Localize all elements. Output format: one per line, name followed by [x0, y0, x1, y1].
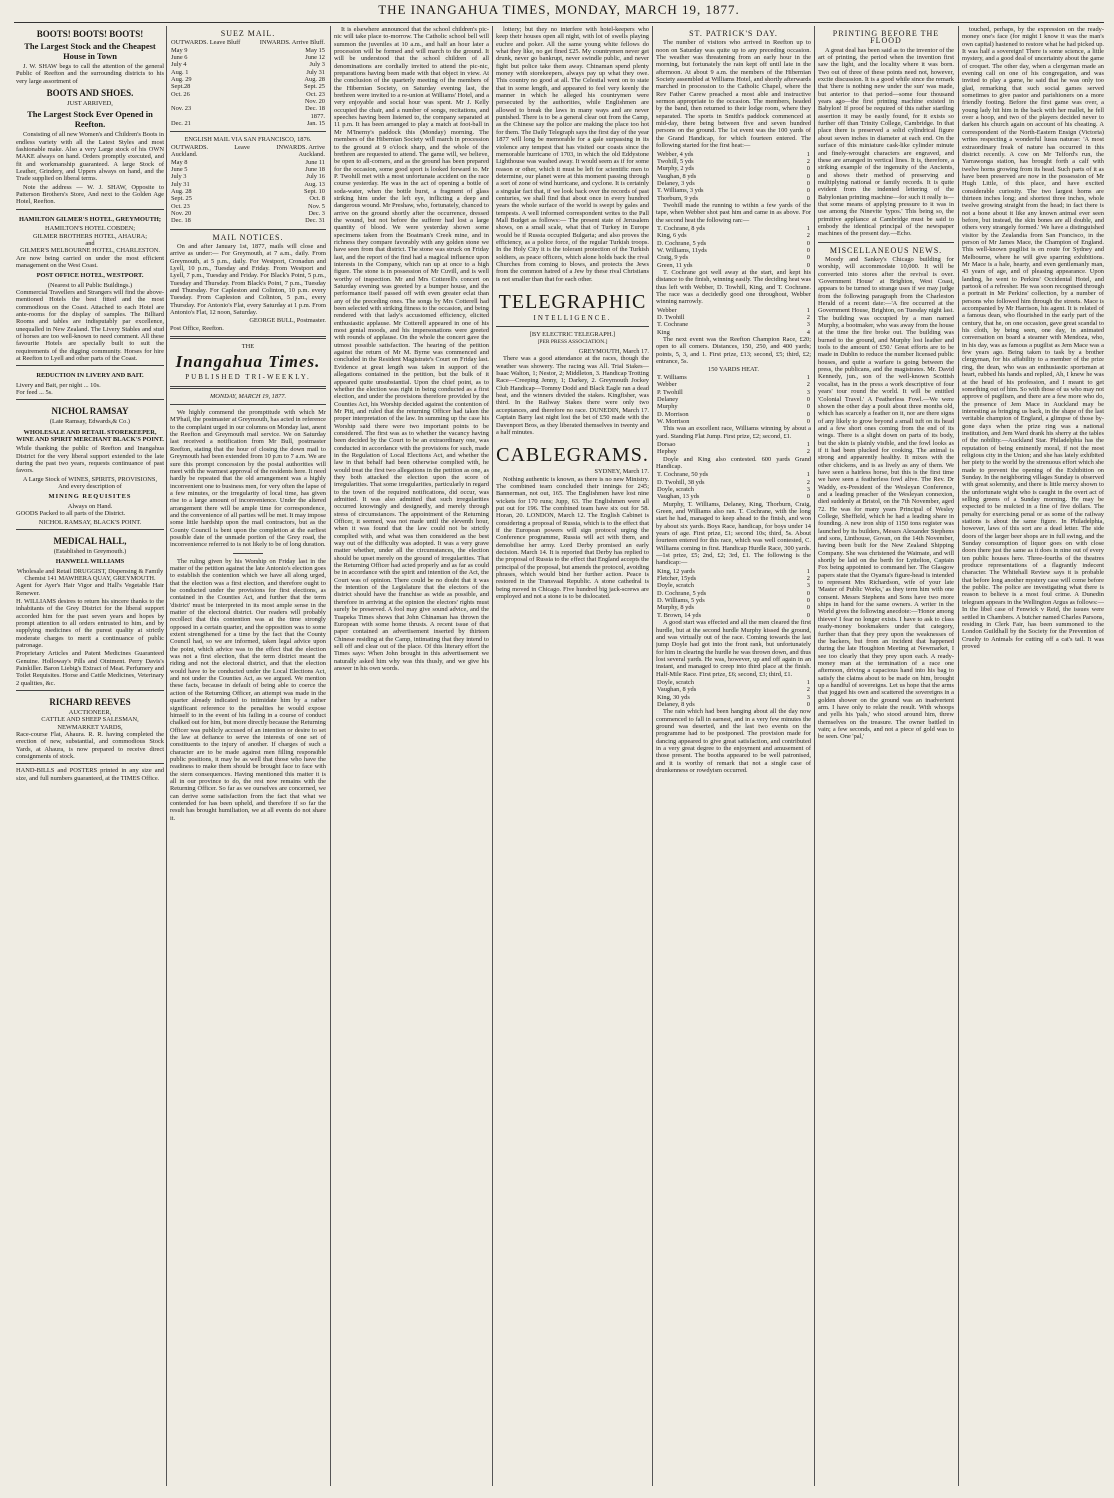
row-value: Jan. 15: [306, 120, 325, 128]
results-table: [656, 568, 811, 619]
row-value: Dec. 18: [305, 105, 325, 113]
handbills-text: HAND-BILLS and POSTERS printed in any size and size, and full numbers guaranteed, at the TIMES Office.: [16, 767, 164, 782]
table-row: [170, 54, 326, 61]
hotel-line: and: [85, 239, 95, 247]
table-header: OUTWARDS. Leave Bluff: [171, 39, 241, 47]
livery-line: Livery and Bait, per night ... 10s.: [16, 381, 101, 389]
row-label: Twohill, 5 yds: [657, 157, 694, 165]
table-row: [656, 418, 811, 425]
row-value: Dec. 31: [305, 217, 325, 225]
table-row: [656, 686, 811, 693]
row-label: May 8: [171, 158, 188, 166]
row-label: Thorburn, 9 yds: [657, 194, 699, 202]
stpatrick-text: Doyle and King also contested. 600 yards Grand Handicap.: [656, 455, 811, 470]
results-table: [656, 307, 811, 336]
row-label: Murphy, 8 yds: [657, 604, 695, 612]
hotel-body: Are now being carried on under the most efficient management on the West Coast.: [16, 254, 164, 269]
table-row: [656, 694, 811, 701]
table-row: [656, 701, 811, 708]
boots-title: The Largest Stock and the Cheapest House in Town: [24, 41, 156, 61]
table-row: [656, 612, 811, 619]
ramsay-hand: Always on Hand.: [67, 502, 113, 510]
ramsay-sig: NICHOL RAMSAY, BLACK'S POINT.: [38, 518, 142, 526]
table-row: [656, 158, 811, 165]
table-row: [656, 247, 811, 254]
row-value: 3: [806, 485, 810, 493]
table-row: [170, 217, 326, 224]
hotel-line: HAMILTON'S HOTEL COBDEN;: [44, 225, 136, 233]
mail-notices-sig: GEORGE BULL, Postmaster.: [249, 317, 326, 325]
local-news-text: It is elsewhere announced that the school children's pic-nic will take place to-morrow. The Catholic school bell will summon the juveniles at 10 a.m., and half an hour later a procession will be formed and will march to the ground. It will be understood that the school children of all denominations are cordially invited to attend the pic-nic, preparations having been made with that object in view. At the conclusion of the quarterly meeting of the members of the Hibernian Society, on Saturday evening last, the brethren were invited to a re-union at Williams' Hotel, and a very enjoyable and social hour was spent. Mr J. Kelly occupied the chair, and a number of songs, recitations, and speeches having been listened to, the company separated at 11 p.m. It has been arranged to play a match at foot-ball in Mr M'Inerny's paddock this (Monday) morning. The members of the Hibernian Society will march in procession to the ground at 9 o'clock sharp, and the whole of the brethren are requested to attend. The game will, we believe, be open to all-comers, and as the ground has been prepared for the occasion, some good sport is looked forward to. Mr P. Twohill met with a most unfortunate accident on the race course yesterday. He was in the act of opening a bottle of soda-water, when the bottle burst, a fragment of glass striking him under the left eye, inflicting a deep and dangerous wound. Mr Preshaw, who, fortunately, chanced to arrive on the ground shortly after the occurrence, dressed the wound, but not before the sufferer had lost a large quantity of blood. We were yesterday shown some specimens taken from the Boatman's Creek mine, and in richness they compare favorably with any golden stone we have seen from that district. The stone was struck on Friday last, and the report of the find had a magical influence upon interests in the Company, which ran up at once to a high figure. The stone is in possession of Mr Cuvill, and is well worthy of inspection. Mr and Mrs Cotterell's concert on Saturday evening was greeted by a bumper house, and the performance itself passed off with even greater eclat than any of the preceding ones. The songs by Mrs Cotterell had been selected with striking fitness to the occasion, and being rendered with that lady's accustomed efficiency, elicited enthusiastic applause. Mr Cotterell appeared in one of his most genial moods, and his impersonations were greeted with rounds of applause. On the whole the concert gave the utmost possible satisfaction. The hearing of the petition against the return of Mr M. Byrne was commenced and concluded in the Resident Magistrate's Court on Friday last. Evidence at great length was taken in support of the allegations contained in the petition, but the bulk of it appeared quite unsubstantial. Upon the chief point, as to whether the election was right in being conducted as a first election, and under the provisions therefore provided by the Counties Act, his Worship decided against the contention of Mr Pitt, and ruled that the returning Officer had taken the proper interpretation of the law. In summing up the case his Worship said there were two important points to be considered. The first was as to whether the vacancy having been decided by the Court to be an extraordinary one, was conducted in accordance with the provisions for such, made in the Regulation of Local Elections Act, and whether the law in that behalf had been otherwise complied with, he would treat the first two allegations in the petition as one, as they both attacked the election upon the score of irregularities. That some irregularities, particularly in regard to the town of the required notifications, did occur, was admitted. It was also admitted that such irregularities occurred knowingly and designedly, and merely through stress of circumstances. The appointment of the Returning Officer, it seemed, was not made until the eleventh hour, when it was found that the law could not be strictly complied with, and what was then considered as the best way out of the difficulty was adopted. It was a very grave matter whether, under all the circumstances, the election should be upset merely on the ground of irregularities. That the Returning Officer had acted properly and as far as could be in accordance with the spirit and intention of the Act, the Court was of opinion. There could be no doubt that it was the intention of the Legislature that the electors of the district should have the franchise as wide as possible, and therefore in arriving at the opinion the electors' rights must surely be preserved. A fool may give sound advice, and the Tuapeka Times shows that John Chinaman has thrown the European with some home thrusts. A recent issue of that paper contained an advertisement inserted by thirteen Chinese residing at the Camp, intimating that they intend to sell off and clear out of the place. Of this literary effort the Times says: When John brought in this advertisement we naturally asked him why was this thusly, and we give his answer in his own words.: [334, 26, 489, 672]
column-misc-news: [818, 26, 954, 1488]
table-row: [656, 307, 811, 314]
row-label: W. Williams, 11yds: [657, 246, 707, 254]
misc-title: MISCELLANEOUS NEWS.: [829, 245, 943, 255]
row-label: Aug. 29: [171, 76, 192, 84]
row-value: 1: [806, 567, 810, 575]
row-value: 0: [806, 165, 810, 173]
row-label: D. Williams, 5 yds: [657, 597, 705, 605]
row-value: 0: [806, 194, 810, 202]
row-label: July 4: [171, 61, 187, 69]
table-row: [170, 98, 326, 105]
row-label: Vaughan, 8 yds: [657, 172, 697, 180]
paper-published: PUBLISHED TRI-WEEKLY.: [185, 373, 311, 382]
table-row: [170, 83, 326, 90]
telegraphic-place: GREYMOUTH, March 17.: [578, 348, 649, 356]
medical-body: H. WILLIAMS desires to return his sincere thanks to the inhabitants of the Grey District for the liberal support accorded him for the past seven years and hopes by prompt attention to all orders entrusted to him, and by supplying medicines of the purest quality at strictly moderate charges to merit a continuance of public patronage.: [16, 597, 164, 649]
table-row: [170, 181, 326, 188]
table-row: [656, 590, 811, 597]
table-row: [656, 329, 811, 336]
stpatrick-text: Murphy, T. Williams, Delaney, King, Thorburn, Craig, Green, and Williams also ran. T. Cochrane, with the long start he had, managed to keep ahead to the finish, and won by about six yards. Boys Race, handicap, for boys under 14 years of age. First prize, £1; second 10s; third, 5s. About fourteen entered for this race, which was well contested, C. Williams coming in first. Handicap Hurdle Race, 300 yards.—1st prize, £5; 2nd, £2; 3rd, £1. The following is the handicap:—: [656, 500, 811, 567]
suez-mail-title: SUEZ MAIL.: [220, 29, 276, 38]
column-rule: [166, 26, 167, 1486]
column-rule: [492, 26, 493, 1486]
hotel-line: GILMER BROTHERS HOTEL, AHAURA;: [33, 232, 147, 240]
reeves-line: CATTLE AND SHEEP SALESMAN,: [41, 716, 139, 724]
boots-heading: BOOTS! BOOTS! BOOTS!: [36, 29, 144, 39]
row-label: Sept.28: [171, 83, 191, 91]
row-value: July 3: [309, 61, 325, 69]
column-rule: [814, 26, 815, 1486]
row-value: Dec. 3: [308, 209, 325, 217]
row-label: May 9: [171, 46, 188, 54]
article-text: lottery; but they no interfere with hotel-keepers who keep their houses open all night, with lot of swells playing euchre and poker. All the same young white fellows do what they like, no get fined £25. My countrymen never get drunk, never go bankrupt, never swindle public, and never fight but police take them away. Chinaman spend plenty money with storekeepers, always pay up what they owe. This country no good at all. The Celestial went on to state that in some length, and appeared to feel very keenly the manner in which he alleged his countrymen were persecuted by the authorities, while Englishmen are allowed to break the laws in many ways and are never punished. There is to be a general clear out from the Camp, as the Chinese say the police are making the place too hot for them. The Daily Telegraph says the first day of the year 1877 will long be memorable for a gale surpassing in its violence any tempest that has visited our coasts since the memorable hurricane of 1703, in which the old Eddystone Lighthouse was washed away. It would seem as if for some reason or other, which it must be left for scientific men to determine, our planet were at this moment passing through a sort of zone of wind hurricane, and cyclone. It is certainly a singular fact that, if we look back over the records of past centuries, we shall find that about once in every hundred years the whole surface of the world is swept by gales and tempests. A well informed correspondent writes to the Pall Mall Budget as follows:— The present state of Jerusalem shows, on a small scale, what that of Turkey in Europe would be if Russia occupied Bulgaria; and also proves the efficiency, as a police force, of the regular Turkish troops. In the Holy City it is the tolerant protection of the Turkish soldiers, as peace officers, which alone holds back the rival Churches from coming to blows, and protects the Jews from the common hatred of a Jew by these rival Christians is not smaller than that for each other.: [496, 26, 649, 283]
row-label: Doyle, scratch: [657, 582, 694, 590]
column-rule: [652, 26, 653, 1486]
ramsay-trade: WHOLESALE AND RETAIL STOREKEEPER, WINE AND SPIRIT MERCHANT BLACK'S POINT.: [16, 428, 164, 444]
row-label: D. Morrison: [657, 410, 689, 418]
ramsay-sub: (Late Ramsay, Edwards,& Co.): [49, 418, 131, 426]
table-row: [656, 486, 811, 493]
table-header: INWARDS. Arrive Auckland.: [276, 143, 325, 159]
row-value: 2: [806, 314, 810, 322]
row-label: Murphy, 2 yds: [657, 165, 695, 173]
boots-title2: The Largest Stock Ever Opened in Reefton.: [27, 109, 153, 129]
ramsay-mining: MINING REQUISITES: [48, 493, 132, 501]
ramsay-body: While thanking the public of Reefton and Inangahua District for the very liberal support extended to the late during the past two years, requests continuance of past favors.: [16, 445, 164, 475]
row-value: 1: [806, 471, 810, 479]
livery-line: For feed ... 5s.: [16, 389, 53, 397]
row-value: 4: [806, 328, 810, 336]
telegraphic-text: There was a good attendance at the races, though the weather was showery. The racing was All. Trial Stakes—Isaac Walton, 1; Nestor, 2; Middleton, 3. Handicap Trotting Race—Creeping Jenny, 1; Darkey, 2. Greymouth Jockey Club Handicap—Tommy Dodd and Black Eagle ran a dead heat, and the winners divided the stakes. Kingfisher, was third. In the Railway Stakes there were only two acceptances, and therefore no race. DUNEDIN, March 17. Captain Barry last night lost the bet of £50 made with the Davenport Bros, as they liberated themselves in twenty and a half minutes.: [496, 355, 649, 436]
cablegrams-text: Nothing authentic is known, as there is no new Ministry. The combined team concluded their innings for 245; Bannerman, not out, 165. The Englishmen have lost nine wickets for 170 runs; Jupp, 63. The Englishmen were all put out for 196. The combined team have six out for 58. Horan, 20. LONDON, March 12. The English Cabinet is considering a proposal of Russia, which is to the effect that if the European powers will sign protocol urging the Conference programme, Russia will act with them, and demobilise her army. Lord Derby promised an early decision. March 14. It is reported that Derby has replied to the proposal of Russia to the effect that England accepts the principal of the proposal, but amends the protocol, avoiding phrases, which would bind her further action. Peace is restored in the Transvaal Republic. A stone cathedral is being moved in Chicago. Five hundred big jack-screws are employed and not a stone is to be dislocated.: [496, 475, 649, 601]
row-value: 2: [806, 381, 810, 389]
table-row: [170, 105, 326, 112]
hotels-ad: [16, 209, 164, 363]
medical-title: MEDICAL HALL,: [53, 535, 127, 546]
row-value: 1: [806, 224, 810, 232]
row-label: Aug. 28: [171, 187, 192, 195]
cablegrams-place: SYDNEY, March 17.: [594, 468, 649, 476]
row-value: Sept. 10: [304, 187, 325, 195]
row-value: 1: [806, 150, 810, 158]
row-label: Sept. 25: [171, 195, 192, 203]
table-row: [656, 597, 811, 604]
hotel-line: HAMILTON GILMER'S HOTEL, GREYMOUTH;: [18, 215, 162, 223]
row-value: 0: [806, 604, 810, 612]
mail-notices-body: On and after January 1st, 1877, mails will close and arrive as under:— For Greymouth, at 7 a.m., daily. From Greymouth, at 5 p.m., daily. For Westport, Cronadun and Lyell, 10 p.m., Tuesday and Friday. From Westport and Lyell, 7 p.m., Tuesday and Friday. For Black's Point, 5 p.m., Tuesday and Thursday. From Black's Point, 7 p.m., Tuesday and Thursday. For Capleston and Colinton, 10 p.m. every Tuesday. From Capleston and Colinton, 5 p.m., every Thursday. For Antonio's Flat, every Saturday at 1 p.m. From Antonio's Flat, 12 noon, Saturday.: [170, 242, 326, 317]
row-label: Webber, 4 yds: [657, 150, 694, 158]
stpatrick-text: Twohill made the running to within a few yards of the tape, when Webber shot past him and came in as above. For the second heat the following ran:—: [656, 201, 811, 224]
column-continued-news: [962, 26, 1104, 1488]
table-row: [656, 582, 811, 589]
results-table: [656, 151, 811, 202]
table-row: [656, 441, 811, 448]
table-row: [170, 61, 326, 68]
table-row: [656, 240, 811, 247]
table-row: [170, 166, 326, 173]
stpatrick-text: A good start was effected and all the men cleared the first hurdle, but at the second hurdle Murphy kissed the ground, and was virtually out of the race. Coming towards the last jump Doyle had got into the front rank, but unfortunately for him in clearing the hurdle he was thrown down, and thus lost several yards. He was, however, up and off again in an instant, and managed to creep into third place at the finish. Half-Mile Race. First prize, £6; second, £3; third, £1.: [656, 619, 811, 678]
row-value: Aug. 28: [304, 76, 325, 84]
row-value: 0: [806, 261, 810, 269]
boots-body: J. W. SHAW begs to call the attention of the general Public of Reefton and the surrounding districts to his very large assortment of: [16, 63, 164, 85]
row-value: 1: [806, 306, 810, 314]
row-value: May 15: [305, 46, 325, 54]
continued-text: touched, perhaps, by the expression on the ready-money one's face (for might I know it was the man's own capital) hastened to restore what he had picked up. It was half a sovereign! There is some science, a little mystery, and a good deal of uncertainty about the game of croquet. The other day, when a clergyman made an evening call on one of his congregation, and was invited to play a game, he said that he was only too glad, remarking that such social games served sometimes to give pastor and parishioners on a more friendly footing. Before the first game was over, a young lady hit him in the back with her mallet, he fell over a hoop, and two of the players decided never to darken his church again on account of his cheating. A correspondent of the North-Eastern Ensign (Victoria) writes respecting a wonderful lusus naturae: 'A most extraordinary freak of nature has occurred in this district recently. A cow on Mr Telford's run, the Yarrawonga station, has brought forth a calf with twelve horns growing from its head. Such parts of it as have been preserved are now in the possession of Mr Hugh Little, of this place, and have excited considerable curiosity. The two largest horns are thirteen inches long; and shortest three inches, whole twelve growing straight from the head; in fact there is not a bone about it like any known animal ever seen before, but instead, the skin bones are all double, and others very strangely formed.' We have a distinguished visitor by the Zealandia from San Francisco, in the person of Mr James Mace, the Champion of England. This well-known pugilist is en route for Sydney and Melbourne, where he will give sparring exhibitions. Mr Mace is a hale, hearty, and even gentlemanly man, 43 years of age, and of pleasing appearance. Upon landing, he went to Perkins' Occidental Hotel, and partook of a refresher. He was soon recognised through a portrait in Mr Perkins' collection, by a number of persons who followed him through the streets. Mace is accompanied by Mr Harrison, his agent. It is related of a famous dean, who flourished in the early part of the century, that he, on one occasion, gave great scandal to his cloth, by being seen, one day, in animated conversation on board a steamer with Mendoza, who, in his day, was as famous a pugilist as Jem Mace was a few years ago. Being taken to task by a brother clergyman, for his affability to a member of the prize ring, the dean, who was an enthusiastic sportsman at heart, rubbed his hands and replied, Ah, I knew he was at the head of his profession, and I meant to get something out of him. So with those of us who may not approve of pugilism, and there are a few more who do, the presence of Jem Mace in Auckland may be interesting as bringing us back, in the shape of the last veritable champion of England, a glimpse of those by-gone days when the prize ring was a national institution, and Jem Ward drank his sherry at the tables of the nobility.—Auckland Star. Philadelphia has the reputation of being eminently moral, if not the most religious city in the Union; and she has lately exhibited her piety to the world by the strenuous effort which she made to prevent the opening of the Exhibition on Sunday. In the neighboring villages Sunday is observed with great solemnity, and there is little mercy shown to the unfortunate wight who is caught in the overt act of selling greens of a Sunday morning. He may be expected to be mulcted in a fine of five dollars. The penalty for exercising penal or as some of the railway stations is about the same figure. In Philadelphia, however, laws of this sort are a dead letter. The side doors of the larger beer shops are in full swing, and the Sunday consumption of liquor goes on with close doors there just the same as it does in nine out of every ten public houses here. Three-fourths of the theatres produce representations of a flagrantly indecent character. The Whitehall Review says it is probable that before long another mystery case will come before the public. The police are investigating what there is reason to believe is a most foul crime. A Dunedin telegram appears in the Wellington Argus as follows:—In the libel case of Fenwick v Reid, the issues were settled in Chambers. A butcher named Charles Parsons, residing in Clerk Fair, has been summoned to the London Guildhall by the Society for the Prevention of Cruelty to Animals for cutting off a cat's tail. It was proved: [962, 26, 1104, 650]
table-row: [656, 471, 811, 478]
row-label: Vaughan, 8 yds: [657, 686, 697, 694]
printing-title: PRINTING BEFORE THE FLOOD: [832, 29, 940, 46]
row-label: Aug. 1: [171, 68, 189, 76]
boots-body2: Consisting of all new Women's and Children's Boots in endless variety with all the Latest Styles and most fashionable make. Also a very Large stock of his OWN MAKE always on hand. Orders promptly executed, and fit and workmanship guaranteed. A large Stock of Leather, Grindery, and Uppers always on hand, and the Trade supplied on liberal terms.: [16, 131, 164, 183]
boots-address: Note the address — W. J. SHAW, Opposite to Patterson Brothers's Store, And next to the Golden Age Hotel, Reefton.: [16, 183, 164, 206]
row-value: 0: [806, 597, 810, 605]
row-label: Murphy: [657, 403, 678, 411]
telegraphic-sub: INTELLIGENCE.: [533, 314, 612, 323]
medical-hall-ad: [16, 529, 164, 687]
telegraphic-assoc: [PER PRESS ASSOCIATION.]: [537, 338, 608, 345]
row-value: 0: [806, 187, 810, 195]
reeves-line: NEWMARKET YARDS,: [57, 723, 123, 731]
stpatrick-text: The rain which had been hanging about all the day now commenced to fall in earnest, and in a very few minutes the ground was deserted, and the last two events on the programme had to be postponed. The provision made for dancing appeared to give great satisfaction, and contributed in a very great degree to the enjoyment and amusement of those present. The booths appeared to be well patronised, and it is worthy of remark that not a single case of drunkenness or rowdyism occurred.: [656, 708, 811, 775]
row-value: 0: [806, 700, 810, 708]
table-row: [656, 679, 811, 686]
row-value: 0: [806, 493, 810, 501]
ramsay-every: And every description of: [58, 483, 122, 491]
handbills-ad: [16, 763, 164, 782]
row-value: 3: [806, 388, 810, 396]
row-value: 1: [806, 678, 810, 686]
row-value: Oct. 23: [306, 90, 325, 98]
table-row: [656, 195, 811, 202]
sf-mail-table: [170, 144, 326, 225]
table-row: [656, 321, 811, 328]
reeves-ad: [16, 690, 164, 760]
boots-goods: BOOTS AND SHOES.: [46, 88, 134, 99]
row-label: June 5: [171, 165, 188, 173]
row-label: July 3: [171, 173, 187, 181]
row-value: 1: [806, 373, 810, 381]
paper-dateline: MONDAY, MARCH 19, 1877.: [209, 392, 287, 400]
table-row: [170, 173, 326, 180]
row-value: 2: [806, 232, 810, 240]
mail-notices-title: MAIL NOTICES.: [212, 232, 284, 242]
row-label: Oct. 26: [171, 90, 190, 98]
row-label: W. Morrison: [657, 417, 690, 425]
ramsay-stock: A Large Stock of WINES, SPIRITS, PROVISIONS,: [22, 475, 158, 483]
row-label: [170, 113, 250, 120]
row-label: Dec. 21: [171, 120, 191, 128]
row-value: 0: [806, 246, 810, 254]
column-telegraph: [496, 26, 649, 1488]
table-row: [656, 411, 811, 418]
table-row: [656, 396, 811, 403]
row-label: Webber: [657, 381, 677, 389]
reeves-title: RICHARD REEVES: [49, 697, 131, 708]
hotel-line: POST OFFICE HOTEL, WESTPORT.: [36, 272, 144, 280]
table-row: [656, 374, 811, 381]
row-label: D. Cochrane, 5 yds: [657, 239, 707, 247]
row-label: D. Twohill, 38 yds: [657, 478, 705, 486]
table-row: [170, 203, 326, 210]
table-row: [170, 195, 326, 202]
paper-the: THE: [241, 343, 255, 351]
reeves-body: Race-course Flat, Ahaura. R. R. having completed the erection of new, substantial, and commodious Stock Yards, at Ahaura, is now prepared to receive direct consignments of stock.: [16, 731, 164, 761]
table-row: [656, 448, 811, 455]
editorial-paragraph: We highly commend the promptitude with which Mr M'Phail, the postmaster at Greymouth, has acted in reference to the complaint urged in our columns on Monday last, anent the Reefton and Greymouth mail service. We on Saturday last received a notification from Mr Bull, postmaster Reefton, stating that the hour of closing the down mail to Greymouth had been extended from 10 p.m to 7 a.m. We are sure this prompt concession by the postal authorities will meet with the warmest approval of the residents here. It need hardly be repeated that the old arrangement was a highly inconvenient one to business men, for very often the lapse of a few minutes, or the irregularity of local time, has given rise to a large amount of inconvenience. Under the altered arrangement there will be ample time for correspondence, and the convenience of all parties will be met. It may impose some little hardship upon the mail contractors, but as the County Council is bent upon the completion at the earliest possible date of the unmade portion of the Grey road, the inconvenience referred to is not likely to be of long duration.: [170, 409, 326, 549]
misc-text: Moody and Sankey's Chicago building for worship, will accommodate 10,000. It will be converted into stores after the revival is over. 'Government House' at Brighton, West Coast, appears to be turned to strange uses if we may judge from the following paragraph from the Charleston Herald of a recent date:—'A fire occurred at the Government House, Brighton, on Tuesday night last. The building was occupied by a man named Murphy, a bootmaker, who was away from the house at the time the fire broke out. The building was burned to the ground, and Murphy lost leather and tools to the amount of £50.' Great efforts are to be made in Dublin to reduce the number licensed public houses, and quite a warfare is going between the press, the publicans, and the magistrates. Mr. David Kennedy, jun., son of the well-known Scottish vocalist, has in the press a work descriptive of four years' tour round the world. It will be entitled 'Colonial Travel.' A Featherless Fowl.—We were shown the other day a pouli about three months old, which has scarcely a feather on it, nor are there signs of any likely to grow beyond a small tuft on its head and a few short ones coming from the end of its wings. There is a slight down on parts of its body, but the skin is plainly visible, and the fowl looks as if it had been plucked for cooking. The animal is strong and apparently healthy. It mixes with the other chickens, and is as lively as any of them. We have seen a hairless horse, but this is the first time we have seen a featherless fowl alive. The Rev. Dr Waddy, ex-President of the Wesleyan Conference, and a leading preacher of the Wesleyan connexion, died suddenly at Bristol, on the 7th November, aged 72. He was for many years Principal of Wesley College, Sheffield, which he had a leading share in founding. A new iron ship of 1150 tons register was launched by its builders, Messrs Alexander Stephens and sons, Linthouse, Govan, on the 14th November, having been built for the New Zealand Shipping Company. She was christened the Waimate, and will shortly be laid on the berth for Lyttelton, Captain Fox being appointed to command her. The Glasgow papers state that the Oyama's figure-head is intended to represent Mrs Richardson, wife of your late 'Master of Public Works,' as they term him with one consent. Messrs Stephens and Sons have two more ships in hand for the same owners. A writer in the World gives the following anecdote:—'Honor among thieves' I fear no longer exists. I have to ask to class ready-money bookmakers under that category, further than that they prey upon the weaknesses of the backers, but from an incident that happened during the late Houghton Meeting at Newmarket, I see too clearly that they prey upon each. A ready-money man at the termination of a race one afternoon, driving a capacious hand into his bag to satisfy the claims about to be made on him, brought up a handful of sovereigns. Let us hope that the arms that jogged his own and scattered the sovereigns in a golden shower on the ground was an inadvertent arm. I have only to relate the result. With whoops and yells his 'pals,' who stood around him, threw themselves on the treasure. The owner battled in vain; a few seconds, and not a piece of gold was to be seen. One 'pal,': [818, 255, 954, 741]
table-row: [170, 188, 326, 195]
row-value: June 12: [305, 54, 325, 62]
table-row: [656, 314, 811, 321]
row-value: 3: [806, 321, 810, 329]
row-label: Doyle, scratch: [657, 678, 694, 686]
row-label: King: [657, 328, 670, 336]
table-row: [656, 165, 811, 172]
row-value: Oct. 8: [309, 195, 325, 203]
table-row: [656, 225, 811, 232]
row-label: King, 6 yds: [657, 232, 687, 240]
row-label: Craig, 9 yds: [657, 254, 689, 262]
ramsay-goods: GOODS Packed to all parts of the District.: [16, 510, 126, 518]
row-value: 0: [806, 172, 810, 180]
table-row: [656, 232, 811, 239]
row-value: June 18: [305, 165, 325, 173]
row-value: Aug. 13: [304, 180, 325, 188]
table-row: [656, 493, 811, 500]
table-header: INWARDS. Arrive Bluff.: [259, 39, 325, 47]
results-table: [656, 679, 811, 708]
table-row: [170, 159, 326, 166]
row-label: King, 12 yards: [657, 567, 695, 575]
table-row: [656, 575, 811, 582]
table-row: [170, 76, 326, 83]
results-table: [656, 471, 811, 500]
column-advertisements: [16, 26, 164, 1488]
table-row: [656, 389, 811, 396]
row-value: 2: [806, 478, 810, 486]
telegraphic-by: [BY ELECTRIC TELEGRAPH.]: [529, 331, 616, 339]
table-row: [656, 180, 811, 187]
row-label: Dorsao: [657, 440, 676, 448]
row-label: T. Williams, 3 yds: [657, 187, 704, 195]
medical-list: Proprietary Articles and Patent Medicines Guaranteed Genuine. Holloway's Pills and Ointment. Perry Davis's Painkiller. Baron Liebig's Extract of Meat. Perfumery and Toilet Requisites. Horse and Cattle Medicines, Veterinary 2 qualities, &c.: [16, 650, 164, 687]
row-label: Dec. 18: [171, 217, 191, 225]
row-label: Fletcher, 15yds: [657, 575, 697, 583]
livery-title: REDUCTION IN LIVERY AND BAIT.: [36, 372, 144, 380]
row-label: Nov. 20: [171, 209, 192, 217]
table-row: [656, 479, 811, 486]
row-value: June 11: [305, 158, 325, 166]
row-label: [170, 98, 250, 105]
row-label: June 6: [171, 54, 188, 62]
row-label: Green, 11 yds: [657, 261, 693, 269]
row-label: T. Cochrane, 8 yds: [657, 224, 705, 232]
medical-est: (Established in Greymouth.): [53, 547, 127, 555]
row-value: 1877.: [310, 112, 325, 120]
table-row: [170, 120, 326, 127]
row-value: 0: [806, 417, 810, 425]
row-label: T. Williams: [657, 373, 687, 381]
medical-name: HANWELL WILLIAMS: [55, 558, 125, 566]
column-rule: [330, 26, 331, 1486]
hotel-line: (Nearest to all Public Buildings.): [47, 281, 133, 289]
row-value: 0: [806, 254, 810, 262]
table-row: [170, 210, 326, 217]
row-value: 0: [806, 589, 810, 597]
table-header: OUTWARDS. Leave Auckland.: [171, 143, 250, 159]
row-label: D. Twohill: [657, 314, 685, 322]
row-value: July 16: [306, 173, 325, 181]
row-value: 1: [806, 440, 810, 448]
sf-mail-title: ENGLISH MAIL VIA SAN FRANCISCO, 1876.: [184, 136, 312, 144]
mail-notices-office: Post Office, Reefton.: [170, 324, 224, 332]
row-value: Nov. 5: [308, 202, 325, 210]
row-value: 0: [806, 395, 810, 403]
row-label: Oct. 23: [171, 202, 190, 210]
row-label: King, 30 yds: [657, 693, 690, 701]
row-label: T. Cochrane, 50 yds: [657, 471, 709, 479]
table-row: [170, 91, 326, 98]
row-value: 0: [806, 179, 810, 187]
row-label: Hephey: [657, 448, 677, 456]
row-label: P. Twohill: [657, 388, 683, 396]
hotel-line: GILMER'S MELBOURNE HOTEL, CHARLESTON.: [19, 247, 161, 255]
table-row: [656, 254, 811, 261]
row-label: T. Cochrane: [657, 321, 689, 329]
livery-ad: [16, 365, 164, 396]
row-label: Webber: [657, 306, 677, 314]
printing-text: A great deal has been said as to the inventor of the art of printing, the period when the invention first saw the light, and the locality where it was born. Two out of three of these points need not, however, excite discussion. It is a good while since the remark that 'there is nothing new under the sun' was made, but anterior to that period—some four thousand years ago—the first printing machine existed in Babylon! If proof be required of this rather startling assertion it may be easily found, for it exists so further off than Trinity College, Cambridge. In that place there is preserved a solid cylindrical figure about seven inches in diameter at each end. On the surface of this miniature cask-like cylinder minute and finely-wrought characters are engraved, and these are arranged in vertical lines. It is, therefore, a striking example of the ingenuity of the Ancients, and shows their method of preserving and multiplying national or family records. It is quite evident from the indented lettering of the Babylonian printing machine—for such it really is—that some means of applying pressure to it was in use among the Ninevite 'typos.' This being so, the primitive appliance at Cambridge must be said to embody the identical principal of the newspaper machines of the present day.—Echo.: [818, 46, 954, 238]
row-label: Vaughan, 13 yds: [657, 493, 700, 501]
row-value: 0: [806, 410, 810, 418]
column-st-patricks-day: [656, 26, 811, 1488]
ramsay-title: NICHOL RAMSAY: [51, 406, 129, 417]
table-row: [656, 381, 811, 388]
table-row: [656, 151, 811, 158]
row-label: Nov. 23: [171, 105, 192, 113]
table-row: [170, 113, 326, 120]
row-label: D. Cochrane, 5 yds: [657, 589, 707, 597]
stpatrick-title: ST. PATRICK'S DAY.: [689, 29, 778, 38]
row-value: 3: [806, 693, 810, 701]
medical-trade: Wholesale and Retail DRUGGIST, Dispensing & Family Chemist 141 MAWHERA QUAY, GREYMOUTH.: [16, 567, 164, 582]
telegraphic-title: TELEGRAPHIC: [498, 291, 647, 314]
medical-agent: Agent for Ayer's Hair Vigor and Hall's Vegetable Hair Renewer.: [16, 582, 164, 597]
table-row: [656, 568, 811, 575]
row-value: 0: [806, 403, 810, 411]
row-value: 2: [806, 448, 810, 456]
column-mails-editorial: [170, 26, 326, 1488]
row-label: Delaney, 3 yds: [657, 179, 695, 187]
row-label: July 31: [171, 180, 190, 188]
table-row: [656, 604, 811, 611]
table-row: [170, 47, 326, 54]
table-row: [656, 173, 811, 180]
cablegrams-title: CABLEGRAMS.: [496, 444, 649, 467]
stpatrick-intro: The number of visitors who arrived in Reefton up to noon on Saturday was quite up to any preceding occasion. The weather was threatening from an early hour in the morning, but fortunately the rain kept off until late in the afternoon. At about 9 a.m. the members of the Hibernian Society assembled at Williams Hotel, and shortly afterwards marched in procession to the Catholic Chapel, where the Rev Father Carew preached a most able and instructive sermon appropriate to the occasion. The members, headed by the band, then returned to their lodge room, where they separated. The sports in Smith's paddock commenced at mid-day, there being between five and seven hundred persons on the ground. The 1st event was the 100 yards of the Grand Handicap, for which fourteen entered. The following started for the first heat:—: [656, 39, 811, 150]
table-row: [656, 262, 811, 269]
row-value: 3: [806, 582, 810, 590]
results-table: [656, 225, 811, 269]
paper-title: Inangahua Times.: [175, 352, 321, 372]
row-value: Sept. 25: [304, 83, 325, 91]
row-value: Nov. 20: [304, 98, 325, 106]
results-table: [656, 441, 811, 456]
column-rule: [958, 26, 959, 1486]
row-value: 2: [806, 157, 810, 165]
row-value: 2: [806, 686, 810, 694]
ramsay-ad: [16, 399, 164, 525]
table-row: [170, 69, 326, 76]
editorial-paragraph: The ruling given by his Worship on Friday last in the matter of the petition against the late Antonio's election goes to establish the contention which we have all along urged, that the election was a first election, and therefore ought to be conducted under the provisions for first elections, as contained in the Counties Act, and further that the term 'district' must be interpreted in its most ample sense in the matter of the electoral district. Our readers will probably recollect that this contention was at the time strongly opposed in a certain quarter, and the opposition was to some extent strengthened for a time by the fact that the County Council had, so we are informed, taken legal advice upon the point, which advice was to the effect that the election was not a first election, that the term district meant the riding and not the electoral district, and that the election would have to be conducted under the Local Elections Act, and not under the Counties Act, as we argued. We mention these facts, because in default of being able to coerce the action of the Returning Officer, an attempt was made in the quarter already indicated to intimidate him by a rather significant reference to the penalties he would expose himself to in the event of his failing in a course of conduct chalked out for him, but more directly because the Returning Officer was publicly accused of an intention or desire to set the law at defiance to serve the interests of one set of constituents to the injury of another. If charges of such a character are to be made against men filling responsible public positions, it may be as well that those who have the readiness to make them should be brought face to face with the stern consequences. Having mentioned this matter it is all in our province to do, the rest now remains with the Returning Officer. So far as we ourselves are concerned, we can derive some satisfaction from the fact that what we contended for has been upheld, and therefore if so far the result has brought humiliation, we at all events do not share it.: [170, 557, 326, 822]
row-value: 0: [806, 611, 810, 619]
hotel-body: Commercial Travellers and Strangers will find the above-mentioned Hotels the best fitted and the most commodious on the Coast. Attached to each Hotel are ante-rooms for the display of samples. The Billiard Rooms and tables are indisputably par excellence, unequalled in New Zealand. The Livery Stables and stud of horses are too well-known to need comment. All these favourite Hotels are specially built to suit the requirements of the digging community. Horses for hire at Reefton to Lyell and other parts of the Coast.: [16, 288, 164, 362]
boots-arrived: JUST ARRIVED,: [67, 100, 113, 108]
row-label: Doyle, scratch: [657, 485, 694, 493]
stpatrick-text: This was an excellent race, Williams winning by about a yard. Standing Flat Jump. First prize, £2; second, £1.: [656, 425, 811, 440]
heat-title: 150 YARDS HEAT.: [708, 366, 759, 374]
suez-mail-table: [170, 39, 326, 127]
row-value: 0: [806, 239, 810, 247]
stpatrick-text: T. Cochrane got well away at the start, and kept his distance to the finish, winning easily. The deciding heat was thus left with Webber, D. Towhill, King, and T. Cochrane. The race was a decidedly good one throughout, Webber winning narrowly.: [656, 269, 811, 306]
row-value: July 31: [306, 68, 325, 76]
reeves-line: AUCTIONEER,: [68, 709, 112, 717]
row-label: Delaney: [657, 395, 679, 403]
table-row: [656, 187, 811, 194]
row-label: Delaney, 8 yds: [657, 700, 695, 708]
column-local-news: [334, 26, 489, 1488]
row-label: T. Brown, 14 yds: [657, 611, 702, 619]
masthead: THE INANGAHUA TIMES, MONDAY, MARCH 19, 1877.: [14, 2, 1104, 23]
results-table: [656, 374, 811, 425]
row-value: 2: [806, 575, 810, 583]
table-row: [656, 403, 811, 410]
stpatrick-text: The next event was the Reefton Champion Race, £20; open to all comers. Distances, 150, 250, and 400 yards; points, 5, 3, and 1. First prize, £13; second, £5; third, £2; entrance, 5s.: [656, 336, 811, 366]
